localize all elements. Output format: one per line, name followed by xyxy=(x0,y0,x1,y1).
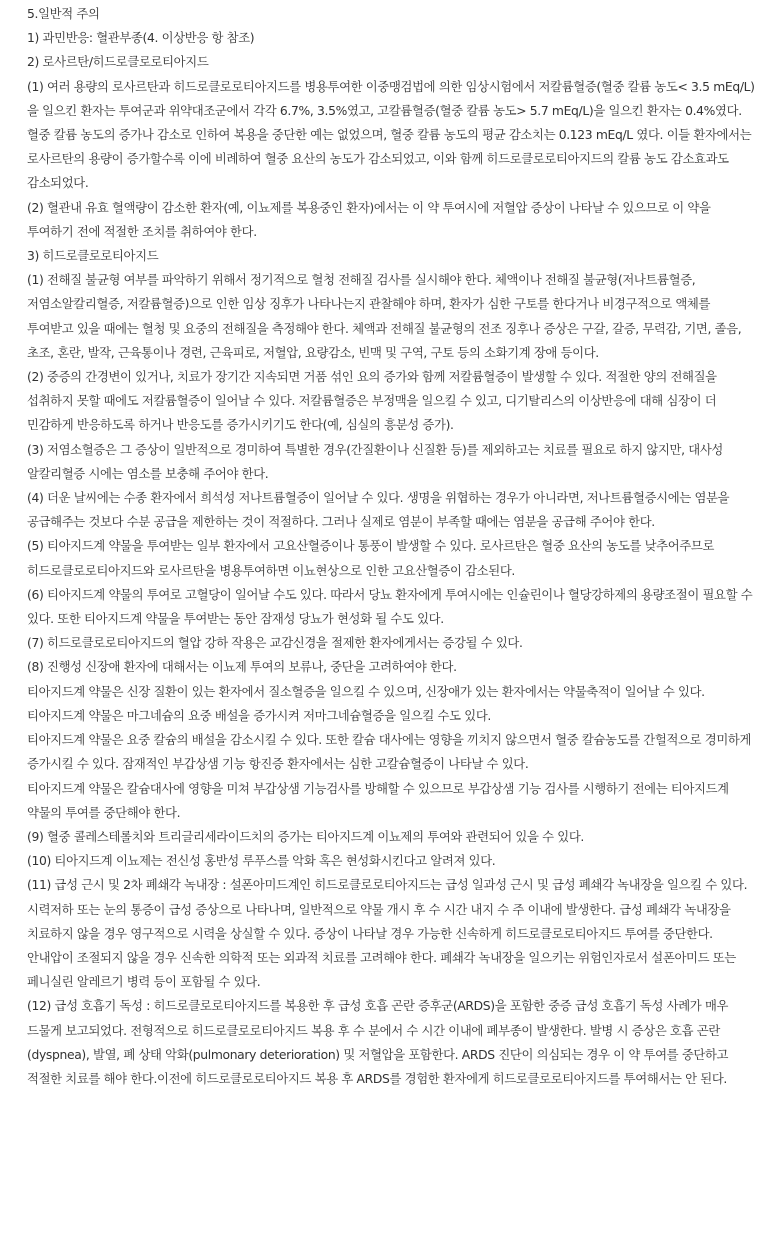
paragraph: (12) 급성 호흡기 독성 : 히드로클로로티아지드를 복용한 후 급성 호흡 곤란 증후군(ARDS)을 포함한 중증 급성 호흡기 독성 사례가 매우 드물게 보고되었다. 전형적으로 히드로클로로티아지드 복용 후 수 분에서 수 시간 이내에 폐부종이 발생한다. 발병 시 증상은 호흡 곤란(dyspnea), 발열, 폐 상태 악화(pulmonary deterioration) 및 저혈압을 포함한다. ARDS 진단이 의심되는 경우 이 약 투여를 중단하고 적절한 치료를 해야 한다.이전에 히드로클로로티아지드 복용 후 ARDS를 경험한 환자에게 히드로클로로티아지드를 투여해서는 안 된다. xyxy=(27,999,729,1086)
paragraph: (3) 저염소혈증은 그 증상이 일반적으로 경미하여 특별한 경우(간질환이나 신질환 등)를 제외하고는 치료를 필요로 하지 않지만, 대사성 알칼리혈증 시에는 염소를 보충해 주어야 한다. xyxy=(27,442,723,481)
paragraph: 티아지드계 약물은 요중 칼슘의 배설을 감소시킬 수 있다. 또한 칼슘 대사에는 영향을 끼치지 않으면서 혈중 칼슘농도를 간헐적으로 경미하게 증가시킬 수 있다. 잠재적인 부갑상샘 기능 항진증 환자에서는 심한 고칼슘혈증이 나타날 수 있다. xyxy=(27,733,752,772)
section-heading: 5.일반적 주의 xyxy=(27,7,100,21)
paragraph: (8) 진행성 신장애 환자에 대해서는 이뇨제 투여의 보류나, 중단을 고려하여야 한다. xyxy=(27,660,457,675)
paragraph: (10) 티아지드계 이뇨제는 전신성 홍반성 루푸스를 악화 혹은 현성화시킨다고 알려져 있다. xyxy=(27,854,496,869)
paragraph: (1) 전해질 불균형 여부를 파악하기 위해서 정기적으로 혈청 전해질 검사를 실시해야 한다. 체액이나 전해질 불균형(저나트륨혈증, 저염소알칼리혈증, 저칼륨혈증)으로 인한 임상 징후가 나타나는지 관찰해야 하며, 환자가 심한 구토를 한다거나 비경구적으로 액체를 투여받고 있을 때에는 혈청 및 요중의 전해질을 측정해야 한다. 체액과 전해질 불균형의 전조 징후나 증상은 구갈, 갈증, 무력감, 기면, 졸음, 초조, 혼란, 발작, 근육통이나 경련, 근육피로, 저혈압, 요량감소, 빈맥 및 구역, 구토 등의 소화기계 장애 등이다. xyxy=(27,273,742,360)
paragraph: 티아지드계 약물은 신장 질환이 있는 환자에서 질소혈증을 일으킬 수 있으며, 신장애가 있는 환자에서는 약물축적이 일어날 수 있다. xyxy=(27,684,705,699)
paragraph: (7) 히드로클로로티아지드의 혈압 강하 작용은 교감신경을 절제한 환자에게서는 증강될 수 있다. xyxy=(27,636,523,651)
paragraph: 3) 히드로클로로티아지드 xyxy=(27,249,159,264)
paragraph-list xyxy=(27,26,759,1091)
paragraph: (2) 혈관내 유효 혈액량이 감소한 환자(예, 이뇨제를 복용중인 환자)에서는 이 약 투여시에 저혈압 증상이 나타날 수 있으므로 이 약을 투여하기 전에 적절한 조치를 취하여야 한다. xyxy=(27,200,711,239)
paragraph: (11) 급성 근시 및 2차 폐쇄각 녹내장 : 설폰아미드계인 히드로클로로티아지드는 급성 일과성 근시 및 급성 폐쇄각 녹내장을 일으킬 수 있다. 시력저하 또는 눈의 통증이 급성 증상으로 나타나며, 일반적으로 약물 개시 후 수 시간 내지 수 주 이내에 발생한다. 급성 폐쇄각 녹내장을 치료하지 않을 경우 영구적으로 시력을 상실할 수 있다. 증상이 나타날 경우 가능한 신속하게 히드로클로로티아지드 투여를 중단한다. 안내압이 조절되지 않을 경우 신속한 의학적 또는 외과적 치료를 고려해야 한다. 폐쇄각 녹내장을 일으키는 위험인자로서 설폰아미드 또는 페니실린 알레르기 병력 등이 포함될 수 있다. xyxy=(27,878,748,990)
paragraph: (6) 티아지드계 약물의 투여로 고혈당이 일어날 수도 있다. 따라서 당뇨 환자에게 투여시에는 인슐린이나 혈당강하제의 용량조절이 필요할 수 있다. 또한 티아지드계 약물을 투여받는 동안 잠재성 당뇨가 현성화 될 수도 있다. xyxy=(27,587,753,627)
paragraph: 2) 로사르탄/히드로클로로티아지드 xyxy=(27,55,209,70)
paragraph: 티아지드계 약물은 마그네슘의 요중 배설을 증가시켜 저마그네슘혈증을 일으킬 수도 있다. xyxy=(27,708,491,723)
paragraph: (5) 티아지드계 약물을 투여받는 일부 환자에서 고요산혈증이나 통풍이 발생할 수 있다. 로사르탄은 혈중 요산의 농도를 낮추어주므로 히드로클로로티아지드와 로사르탄을 병용투여하면 이뇨현상으로 인한 고요산혈증이 감소된다. xyxy=(27,539,715,578)
paragraph: 티아지드계 약물은 칼슘대사에 영향을 미쳐 부갑상샘 기능검사를 방해할 수 있으므로 부갑상샘 기능 검사를 시행하기 전에는 티아지드계 약물의 투여를 중단해야 한다. xyxy=(27,781,729,820)
paragraph: (9) 혈중 콜레스테롤치와 트리글리세라이드치의 증가는 티아지드계 이뇨제의 투여와 관련되어 있을 수 있다. xyxy=(27,829,585,844)
paragraph: 1) 과민반응: 혈관부종(4. 이상반응 항 참조) xyxy=(27,31,255,46)
paragraph: (4) 더운 날씨에는 수종 환자에서 희석성 저나트륨혈증이 일어날 수 있다. 생명을 위협하는 경우가 아니라면, 저나트륨혈증시에는 염분을 공급해주는 것보다 수분 공급을 제한하는 것이 적절하다. 그러나 실제로 염분이 부족할 때에는 염분을 공급해 주어야 한다. xyxy=(27,491,730,530)
paragraph: (1) 여러 용량의 로사르탄과 히드로클로로티아지드를 병용투여한 이중맹검법에 의한 임상시험에서 저칼륨혈증(혈중 칼륨 농도< 3.5 mEq/L)을 일으킨 환자는 투여군과 위약대조군에서 각각 6.7%, 3.5%였고, 고칼륨혈증(혈중 칼륨 농도> 5.7 mEq/L)을 일으킨 환자는 0.4%였다. 혈중 칼륨 농도의 증가나 감소로 인하여 복용을 중단한 예는 없었으며, 혈중 칼륨 농도의 평균 감소치는 0.123 mEq/L 였다. 이들 환자에서는 로사르탄의 용량이 증가할수록 이에 비례하여 혈중 요산의 농도가 감소되었고, 이와 함께 히드로클로로티아지드의 칼륨 농도 감소효과도 감소되었다. xyxy=(27,79,755,191)
paragraph: (2) 중증의 간경변이 있거나, 치료가 장기간 지속되면 거품 섞인 요의 증가와 함께 저칼륨혈증이 발생할 수 있다. 적절한 양의 전해질을 섭취하지 못할 때에도 저칼륨혈증이 일어날 수 있다. 저칼륨혈증은 부정맥을 일으킬 수 있고, 디기탈리스의 이상반응에 대해 심장이 더 민감하게 반응하도록 하거나 반응도를 증가시키기도 한다(예, 심실의 흥분성 증가). xyxy=(27,370,717,433)
